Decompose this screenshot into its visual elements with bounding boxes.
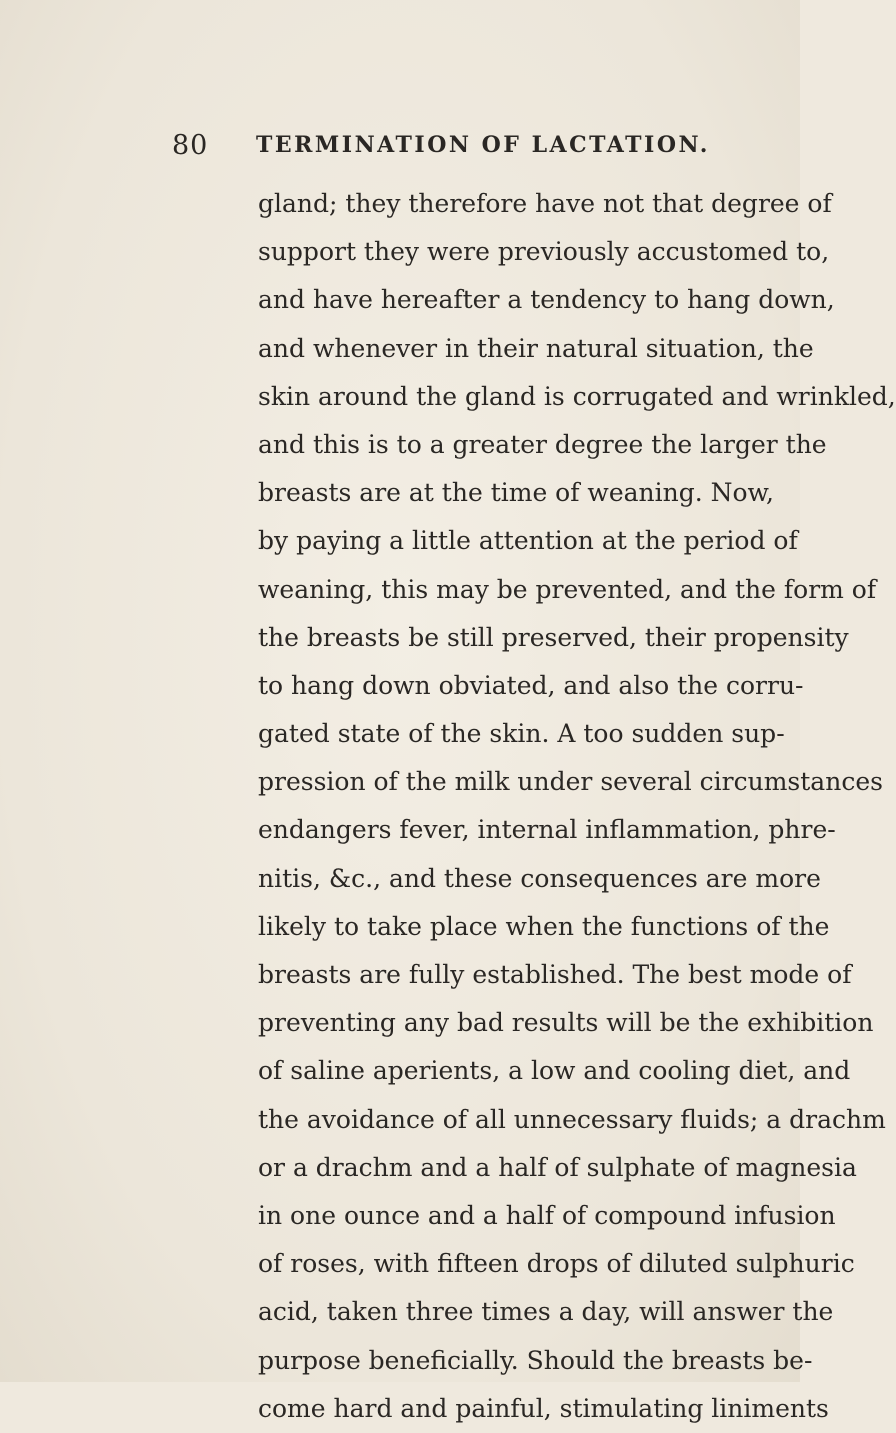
text-line: likely to take place when the functions of the <box>258 911 830 941</box>
text-line: breasts are fully established. The best mode of <box>258 960 852 989</box>
text-line: and this is to a greater degree the larger the <box>258 429 827 459</box>
body-text <box>258 180 896 1433</box>
text-line: and have hereafter a tendency to hang down, <box>258 285 835 315</box>
text-line: nitis, &c., and these consequences are more <box>258 863 821 893</box>
text-line: breasts are at the time of weaning. Now, <box>258 478 774 508</box>
text-line: come hard and painful, stimulating liniments <box>258 1393 829 1423</box>
text-line: support they were previously accustomed to, <box>258 237 830 267</box>
text-line: to hang down obviated, and also the corru- <box>258 670 804 700</box>
text-line: and whenever in their natural situation, the <box>258 333 814 363</box>
text-line: or a drachm and a half of sulphate of magnesia <box>258 1152 857 1182</box>
text-line: acid, taken three times a day, will answer the <box>258 1297 834 1327</box>
text-line: of roses, with fifteen drops of diluted sulphuric <box>258 1249 855 1279</box>
text-line: pression of the milk under several circumstances <box>258 767 883 797</box>
text-line: gland; they therefore have not that degree of <box>258 189 832 218</box>
text-line: in one ounce and a half of compound infusion <box>258 1200 836 1230</box>
text-line: purpose beneficially. Should the breasts be- <box>258 1345 813 1375</box>
text-line: of saline aperients, a low and cooling diet, and <box>258 1056 851 1086</box>
text-line: skin around the gland is corrugated and wrinkled, <box>258 381 896 411</box>
text-line: gated state of the skin. A too sudden sup- <box>258 719 785 749</box>
text-line: the breasts be still preserved, their propensity <box>258 622 849 652</box>
text-line: preventing any bad results will be the exhibition <box>258 1008 874 1038</box>
text-line: the avoidance of all unnecessary fluids; a drachm <box>258 1104 886 1134</box>
text-line: weaning, this may be prevented, and the form of <box>258 574 877 604</box>
running-head: TERMINATION OF LACTATION. <box>256 132 710 158</box>
text-line: by paying a little attention at the period of <box>258 526 798 556</box>
page-header <box>0 130 800 170</box>
text-line: endangers fever, internal inflammation, phre- <box>258 815 836 845</box>
page-number: 80 <box>172 130 209 161</box>
